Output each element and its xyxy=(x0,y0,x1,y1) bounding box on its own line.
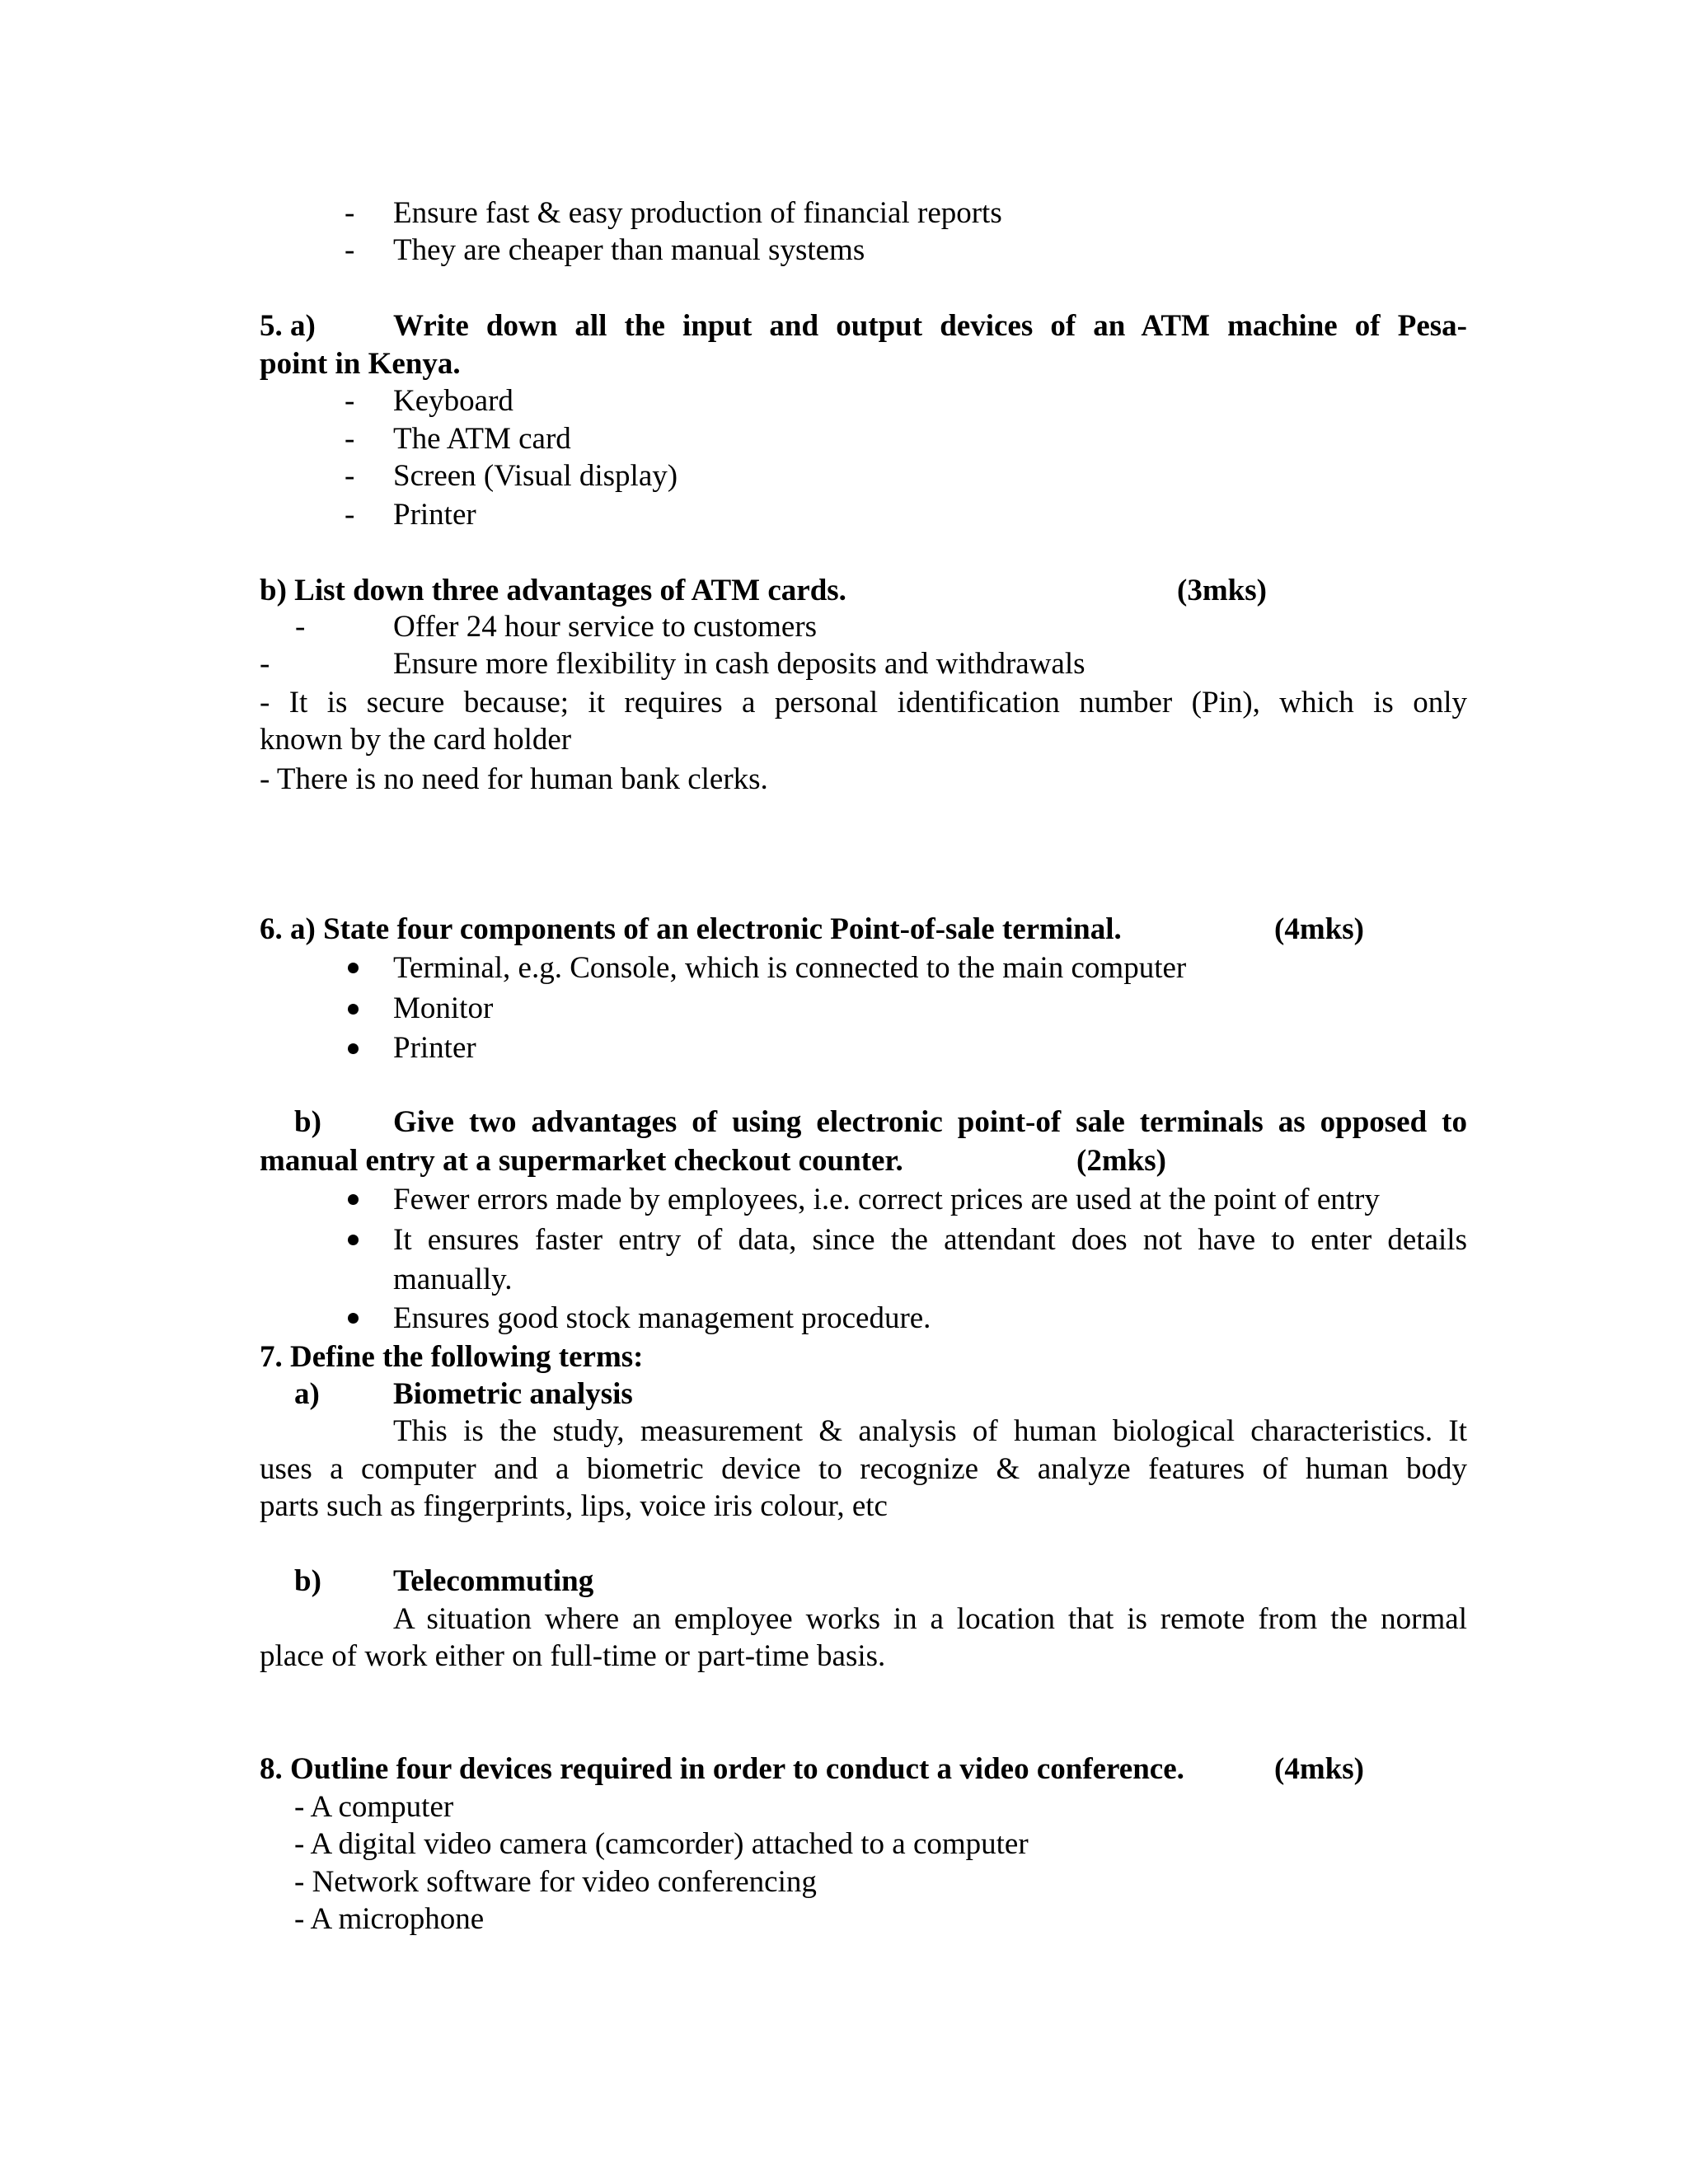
question-text: 7. Define the following terms: xyxy=(260,1340,644,1374)
question-text: point in Kenya. xyxy=(260,347,461,381)
answer-item: Terminal, e.g. Console, which is connected to the main computer xyxy=(393,951,1187,985)
marks-label: (4mks) xyxy=(1274,912,1364,946)
answer-item: Keyboard xyxy=(393,384,513,418)
question-text: manual entry at a supermarket checkout counter. xyxy=(260,1144,903,1178)
bullet-marker xyxy=(348,1313,359,1324)
dash-marker: - xyxy=(260,647,270,681)
dash-marker: - xyxy=(345,498,355,532)
question-text: Give two advantages of using electronic point-of sale terminals as opposed to xyxy=(393,1105,1467,1139)
answer-item: - A digital video camera (camcorder) attached to a computer xyxy=(294,1827,1029,1861)
answer-item: The ATM card xyxy=(393,422,571,456)
answer-item: Ensures good stock management procedure. xyxy=(393,1301,931,1335)
answer-item: Offer 24 hour service to customers xyxy=(393,610,818,644)
definition-text: This is the study, measurement & analysis of human biological characteristics. It xyxy=(393,1414,1467,1448)
answer-item: Monitor xyxy=(393,991,494,1025)
dash-marker: - xyxy=(345,459,355,493)
term-heading: Telecommuting xyxy=(393,1564,594,1598)
answer-item: - It is secure because; it requires a personal identification number (Pin), which is only xyxy=(260,686,1467,719)
dash-marker: - xyxy=(345,422,355,456)
marks-label: (4mks) xyxy=(1274,1752,1364,1786)
dash-marker: - xyxy=(345,384,355,418)
definition-text: parts such as fingerprints, lips, voice iris colour, etc xyxy=(260,1489,888,1523)
answer-item: Printer xyxy=(393,498,476,532)
question-text: b) List down three advantages of ATM cards. xyxy=(260,574,846,607)
definition-text: uses a computer and a biometric device to recognize & analyze features of human body xyxy=(260,1452,1467,1486)
bullet-marker xyxy=(348,1043,359,1054)
answer-item: Screen (Visual display) xyxy=(393,459,678,493)
dash-marker: - xyxy=(345,233,355,267)
intro-item: Ensure fast & easy production of financial reports xyxy=(393,196,1002,230)
answer-item: known by the card holder xyxy=(260,723,572,757)
answer-item: - There is no need for human bank clerks. xyxy=(260,762,768,796)
question-text: Write down all the input and output devices of an ATM machine of Pesa- xyxy=(393,309,1467,343)
bullet-marker xyxy=(348,963,359,973)
definition-text: place of work either on full-time or part-time basis. xyxy=(260,1639,886,1673)
answer-item: - Network software for video conferencing xyxy=(294,1865,817,1899)
question-text: 6. a) State four components of an electronic Point-of-sale terminal. xyxy=(260,912,1122,946)
term-heading: Biometric analysis xyxy=(393,1377,633,1411)
answer-item: Ensure more flexibility in cash deposits and withdrawals xyxy=(393,647,1085,681)
answer-item: - A microphone xyxy=(294,1902,485,1936)
question-label: b) xyxy=(294,1105,321,1139)
question-label: b) xyxy=(294,1564,321,1598)
question-number: 5. a) xyxy=(260,309,316,343)
answer-item: - A computer xyxy=(294,1790,454,1824)
dash-marker: - xyxy=(345,196,355,230)
marks-label: (2mks) xyxy=(1076,1144,1166,1178)
intro-item: They are cheaper than manual systems xyxy=(393,233,865,267)
answer-item: It ensures faster entry of data, since the attendant does not have to enter details xyxy=(393,1223,1467,1257)
bullet-marker xyxy=(348,1004,359,1015)
bullet-marker xyxy=(348,1235,359,1245)
question-text: 8. Outline four devices required in order to conduct a video conference. xyxy=(260,1752,1184,1786)
answer-item: manually. xyxy=(393,1263,513,1296)
answer-item: Fewer errors made by employees, i.e. correct prices are used at the point of entry xyxy=(393,1183,1380,1216)
marks-label: (3mks) xyxy=(1177,574,1267,607)
definition-text: A situation where an employee works in a location that is remote from the normal xyxy=(393,1602,1467,1636)
bullet-marker xyxy=(348,1194,359,1205)
dash-marker: - xyxy=(295,610,306,644)
answer-item: Printer xyxy=(393,1031,476,1065)
question-label: a) xyxy=(294,1377,320,1411)
